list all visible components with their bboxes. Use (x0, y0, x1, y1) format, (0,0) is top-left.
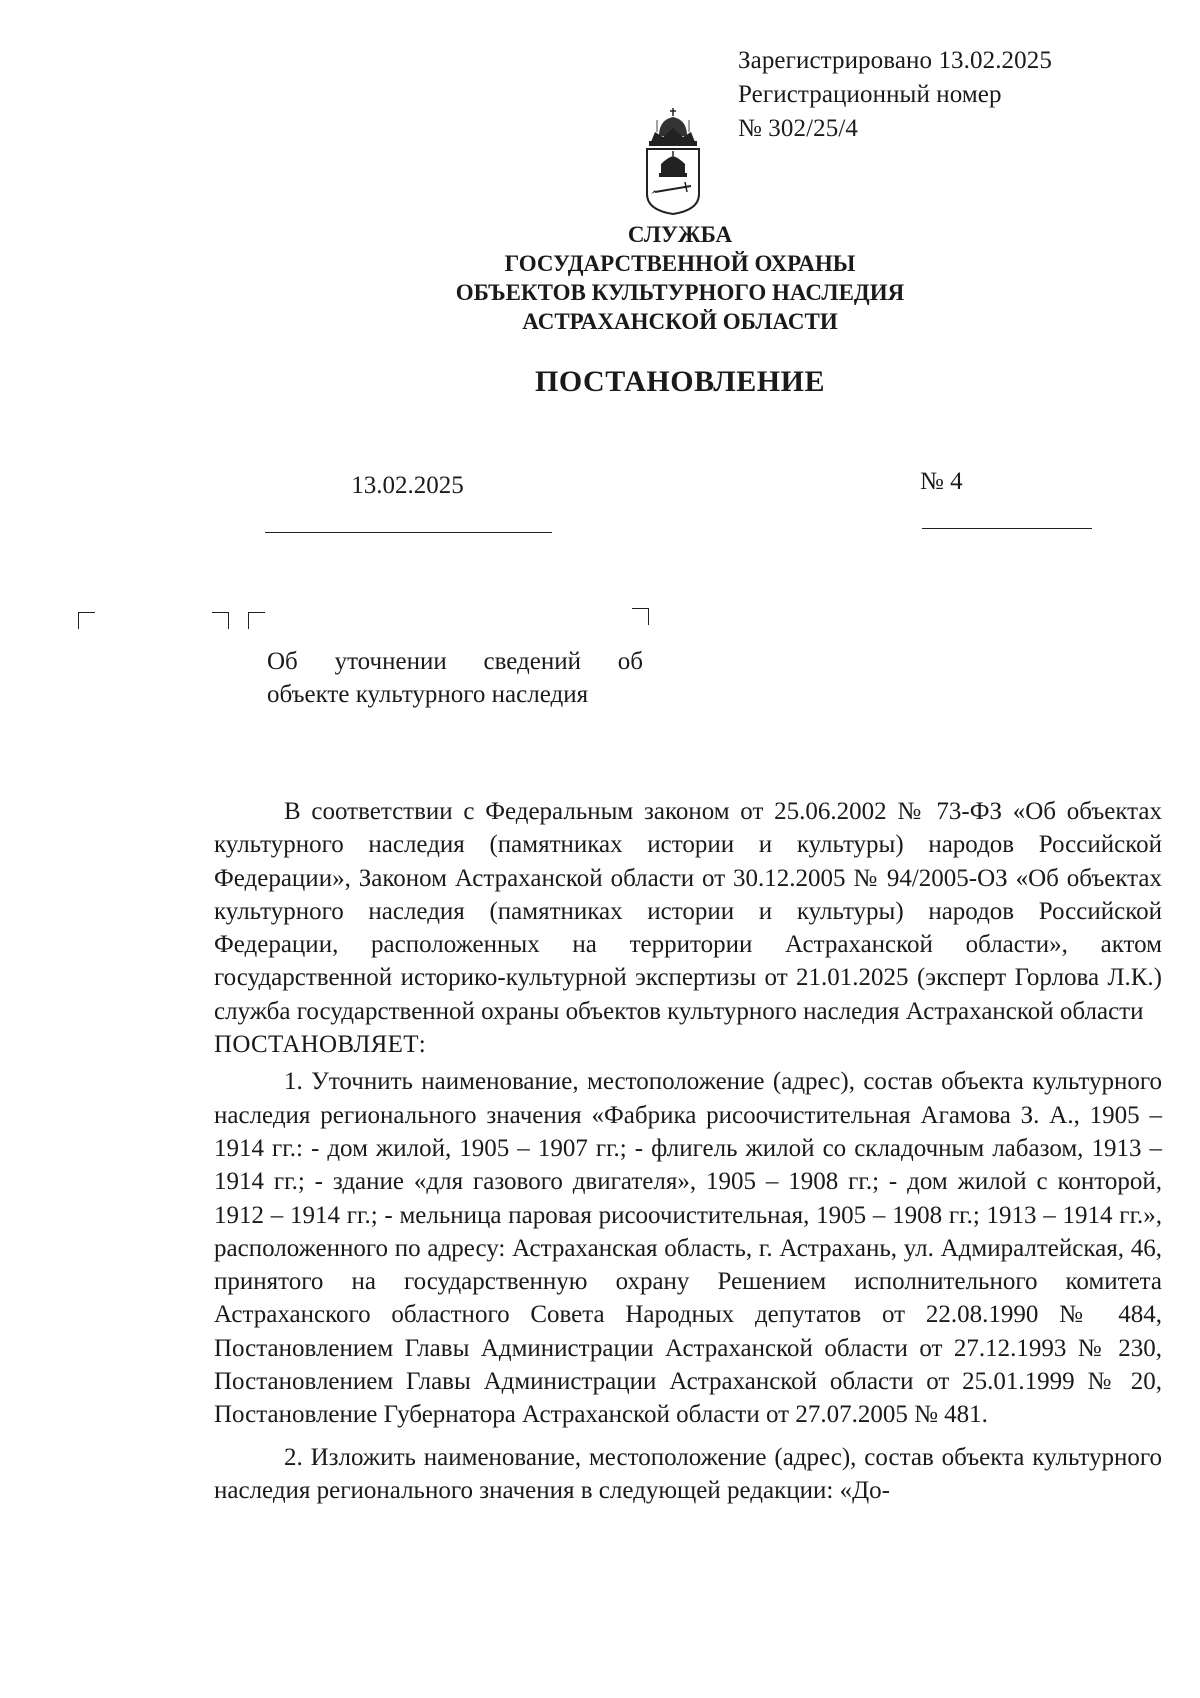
corner-bracket (248, 612, 265, 629)
decree-word: ПОСТАНОВЛЯЕТ: (214, 1031, 427, 1059)
registration-date: Зарегистрировано 13.02.2025 (738, 47, 1052, 74)
document-subject (267, 645, 643, 711)
registration-number-label: Регистрационный номер (738, 81, 1002, 108)
agency-line-4: АСТРАХАНСКОЙ ОБЛАСТИ (522, 309, 838, 334)
registration-stamp (738, 44, 1052, 146)
agency-line-1: СЛУЖБА (627, 222, 733, 247)
astrakhan-coat-of-arms-icon (637, 106, 709, 216)
subject-line-2: объекте культурного наследия (267, 681, 589, 708)
document-body (214, 795, 1162, 1507)
number-underline (922, 528, 1092, 529)
corner-bracket (212, 612, 229, 629)
document-number: № 4 (920, 468, 963, 495)
corner-bracket (78, 612, 95, 629)
date-underline (265, 532, 552, 533)
preamble-paragraph: В соответствии с Федеральным законом от 25.06.2002 № 73-ФЗ «Об объектах культурного наследия (памятниках истории и культуры) народов Российской Федерации», Законом Астраханской области от 30.12.2005 № 94/2005-ОЗ «Об объектах культурного наследия (памятниках истории и культуры) народов Российской Федерации, расположенных на территории Астраханской области», актом государственной историко-культурной экспертизы от 21.01.2025 (эксперт Горлова Л.К.) служба государственной охраны объектов культурного наследия Астраханской области (214, 798, 1162, 1025)
subject-line-1: Об уточнении сведений об (267, 648, 643, 675)
document-type: ПОСТАНОВЛЕНИЕ (535, 365, 825, 398)
agency-line-3: ОБЪЕКТОВ КУЛЬТУРНОГО НАСЛЕДИЯ (455, 280, 905, 305)
agency-line-2: ГОСУДАРСТВЕННОЙ ОХРАНЫ (504, 251, 856, 276)
registration-number: № 302/25/4 (738, 115, 858, 142)
corner-bracket (632, 608, 649, 625)
clause-2: 2. Изложить наименование, местоположение (адрес), состав объекта культурного наследия регионального значения в следующей редакции: «До- (214, 1443, 1162, 1504)
document-date: 13.02.2025 (351, 472, 464, 499)
agency-header (380, 220, 980, 336)
clause-1: 1. Уточнить наименование, местоположение (адрес), состав объекта культурного наследия регионального значения «Фабрика рисоочистительная Агамова З. А., 1905 – 1914 гг.: - дом жилой, 1905 – 1907 гг.; - флигель жилой со складочным лабазом, 1913 – 1914 гг.; - здание «для газового двигателя», 1905 – 1908 гг.; - дом жилой с конторой, 1912 – 1914 гг.; - мельница паровая рисоочистительная, 1905 – 1908 гг.; 1913 – 1914 гг.», расположенного по адресу: Астраханская область, г. Астрахань, ул. Адмиралтейская, 46, принятого на государственную охрану Решением исполнительного комитета Астраханского областного Совета Народных депутатов от 22.08.1990 № 484, Постановлением Главы Администрации Астраханской области от 27.12.1993 № 230, Постановлением Главы Администрации Астраханской области от 25.01.1999 № 20, Постановление Губернатора Астраханской области от 27.07.2005 № 481. (214, 1068, 1162, 1429)
